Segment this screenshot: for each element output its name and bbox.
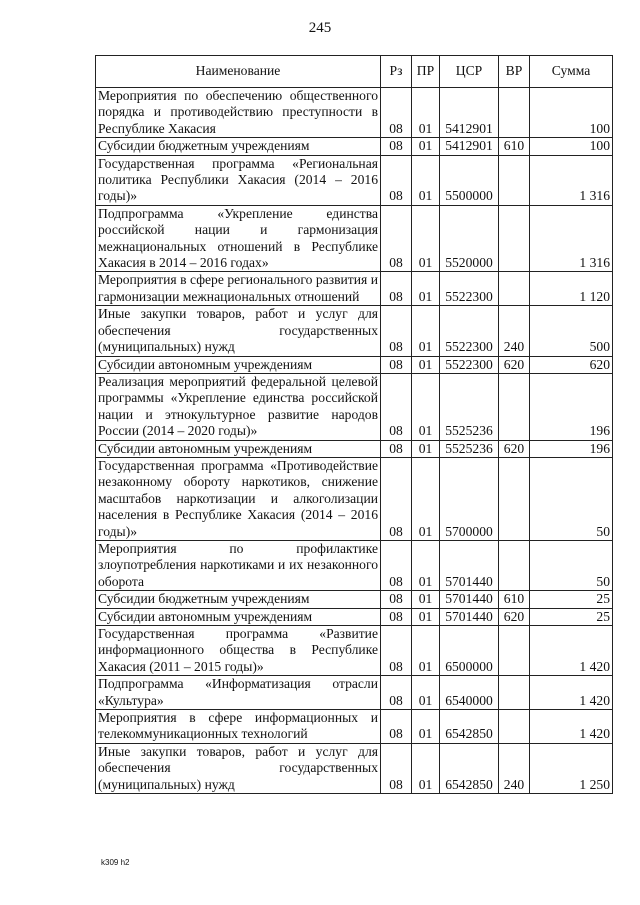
cell-vr: 240 (499, 743, 530, 793)
cell-pr: 01 (412, 626, 440, 676)
cell-csr: 5522300 (440, 306, 499, 356)
cell-sum: 1 316 (530, 155, 613, 205)
cell-name: Субсидии бюджетным учреждениям (96, 591, 381, 608)
page-number: 245 (308, 20, 332, 36)
cell-name: Мероприятия по обеспечению общественного порядка и противодействию преступности в Республике Хакасия (96, 88, 381, 138)
cell-vr: 240 (499, 306, 530, 356)
cell-csr: 6500000 (440, 626, 499, 676)
cell-pr: 01 (412, 540, 440, 590)
cell-rz: 08 (381, 373, 412, 440)
cell-sum: 1 420 (530, 710, 613, 744)
cell-sum: 1 420 (530, 676, 613, 710)
cell-pr: 01 (412, 676, 440, 710)
cell-pr: 01 (412, 306, 440, 356)
cell-name: Мероприятия в сфере информационных и телекоммуникационных технологий (96, 710, 381, 744)
cell-csr: 5701440 (440, 540, 499, 590)
header-rz: Рз (381, 56, 412, 88)
cell-csr: 5525236 (440, 373, 499, 440)
cell-vr: 620 (499, 356, 530, 373)
cell-csr: 5700000 (440, 457, 499, 540)
cell-name: Подпрограмма «Информатизация отрасли «Культура» (96, 676, 381, 710)
cell-name: Государственная программа «Региональная политика Республики Хакасия (2014 – 2016 годы)» (96, 155, 381, 205)
table-row (96, 743, 613, 793)
cell-vr: 610 (499, 591, 530, 608)
cell-vr (499, 626, 530, 676)
cell-vr: 620 (499, 440, 530, 457)
cell-sum: 100 (530, 138, 613, 155)
cell-csr: 5701440 (440, 591, 499, 608)
cell-pr: 01 (412, 591, 440, 608)
table-row (96, 591, 613, 608)
table-header-row (96, 56, 613, 88)
cell-rz: 08 (381, 155, 412, 205)
table-row (96, 373, 613, 440)
cell-sum: 50 (530, 540, 613, 590)
table-row (96, 608, 613, 625)
cell-rz: 08 (381, 743, 412, 793)
cell-vr (499, 540, 530, 590)
cell-vr (499, 373, 530, 440)
cell-sum: 1 420 (530, 626, 613, 676)
cell-name: Реализация мероприятий федеральной целевой программы «Укрепление единства российской нации и этнокультурное развитие народов России (2014 – 2020 годы)» (96, 373, 381, 440)
cell-name: Субсидии автономным учреждениям (96, 356, 381, 373)
cell-name: Иные закупки товаров, работ и услуг для обеспечения государственных (муниципальных) нужд (96, 306, 381, 356)
cell-rz: 08 (381, 591, 412, 608)
header-name: Наименование (96, 56, 381, 88)
cell-vr (499, 676, 530, 710)
table-row (96, 205, 613, 272)
cell-pr: 01 (412, 88, 440, 138)
cell-name: Государственная программа «Развитие информационного общества в Республике Хакасия (2011 – 2015 годы)» (96, 626, 381, 676)
cell-rz: 08 (381, 272, 412, 306)
cell-sum: 196 (530, 373, 613, 440)
cell-vr (499, 155, 530, 205)
table-row (96, 155, 613, 205)
cell-rz: 08 (381, 306, 412, 356)
cell-vr: 610 (499, 138, 530, 155)
cell-sum: 25 (530, 591, 613, 608)
cell-rz: 08 (381, 138, 412, 155)
footer-code: k309 h2 (101, 858, 130, 867)
cell-name: Мероприятия в сфере регионального развития и гармонизации межнациональных отношений (96, 272, 381, 306)
cell-vr: 620 (499, 608, 530, 625)
table-row (96, 306, 613, 356)
table-row (96, 88, 613, 138)
header-csr: ЦСР (440, 56, 499, 88)
cell-sum: 50 (530, 457, 613, 540)
table-row (96, 138, 613, 155)
cell-pr: 01 (412, 373, 440, 440)
cell-rz: 08 (381, 205, 412, 272)
cell-rz: 08 (381, 540, 412, 590)
cell-vr (499, 710, 530, 744)
cell-rz: 08 (381, 676, 412, 710)
cell-csr: 5412901 (440, 88, 499, 138)
cell-sum: 25 (530, 608, 613, 625)
cell-name: Подпрограмма «Укрепление единства российской нации и гармонизация межнациональных отношений в Республике Хакасия в 2014 – 2016 годах» (96, 205, 381, 272)
table-row (96, 626, 613, 676)
cell-csr: 5500000 (440, 155, 499, 205)
cell-vr (499, 88, 530, 138)
cell-name: Мероприятия по профилактике злоупотребления наркотиками и их незаконного оборота (96, 540, 381, 590)
cell-pr: 01 (412, 272, 440, 306)
header-pr: ПР (412, 56, 440, 88)
cell-pr: 01 (412, 457, 440, 540)
cell-csr: 6540000 (440, 676, 499, 710)
cell-name: Государственная программа «Противодействие незаконному обороту наркотиков, снижение масштабов наркотизации и алкоголизации населения в Республике Хакасия (2014 – 2016 годы)» (96, 457, 381, 540)
cell-pr: 01 (412, 608, 440, 625)
cell-csr: 5525236 (440, 440, 499, 457)
cell-sum: 620 (530, 356, 613, 373)
cell-rz: 08 (381, 88, 412, 138)
cell-csr: 6542850 (440, 743, 499, 793)
cell-sum: 1 250 (530, 743, 613, 793)
cell-name: Субсидии бюджетным учреждениям (96, 138, 381, 155)
cell-sum: 500 (530, 306, 613, 356)
budget-table (95, 55, 613, 794)
cell-rz: 08 (381, 608, 412, 625)
table-row (96, 356, 613, 373)
cell-vr (499, 457, 530, 540)
table-row (96, 457, 613, 540)
cell-pr: 01 (412, 155, 440, 205)
cell-sum: 196 (530, 440, 613, 457)
cell-csr: 5412901 (440, 138, 499, 155)
cell-vr (499, 205, 530, 272)
cell-csr: 5520000 (440, 205, 499, 272)
cell-pr: 01 (412, 743, 440, 793)
cell-sum: 100 (530, 88, 613, 138)
cell-sum: 1 120 (530, 272, 613, 306)
cell-rz: 08 (381, 356, 412, 373)
cell-pr: 01 (412, 440, 440, 457)
table-row (96, 710, 613, 744)
cell-rz: 08 (381, 457, 412, 540)
header-sum: Сумма (530, 56, 613, 88)
cell-csr: 5522300 (440, 356, 499, 373)
cell-name: Иные закупки товаров, работ и услуг для обеспечения государственных (муниципальных) нужд (96, 743, 381, 793)
cell-rz: 08 (381, 626, 412, 676)
cell-pr: 01 (412, 356, 440, 373)
cell-name: Субсидии автономным учреждениям (96, 608, 381, 625)
cell-name: Субсидии автономным учреждениям (96, 440, 381, 457)
table-row (96, 540, 613, 590)
cell-sum: 1 316 (530, 205, 613, 272)
cell-csr: 6542850 (440, 710, 499, 744)
cell-rz: 08 (381, 440, 412, 457)
cell-vr (499, 272, 530, 306)
table-row (96, 440, 613, 457)
cell-pr: 01 (412, 138, 440, 155)
cell-csr: 5522300 (440, 272, 499, 306)
cell-pr: 01 (412, 205, 440, 272)
table-row (96, 272, 613, 306)
cell-pr: 01 (412, 710, 440, 744)
cell-csr: 5701440 (440, 608, 499, 625)
table-row (96, 676, 613, 710)
cell-rz: 08 (381, 710, 412, 744)
header-vr: ВР (499, 56, 530, 88)
